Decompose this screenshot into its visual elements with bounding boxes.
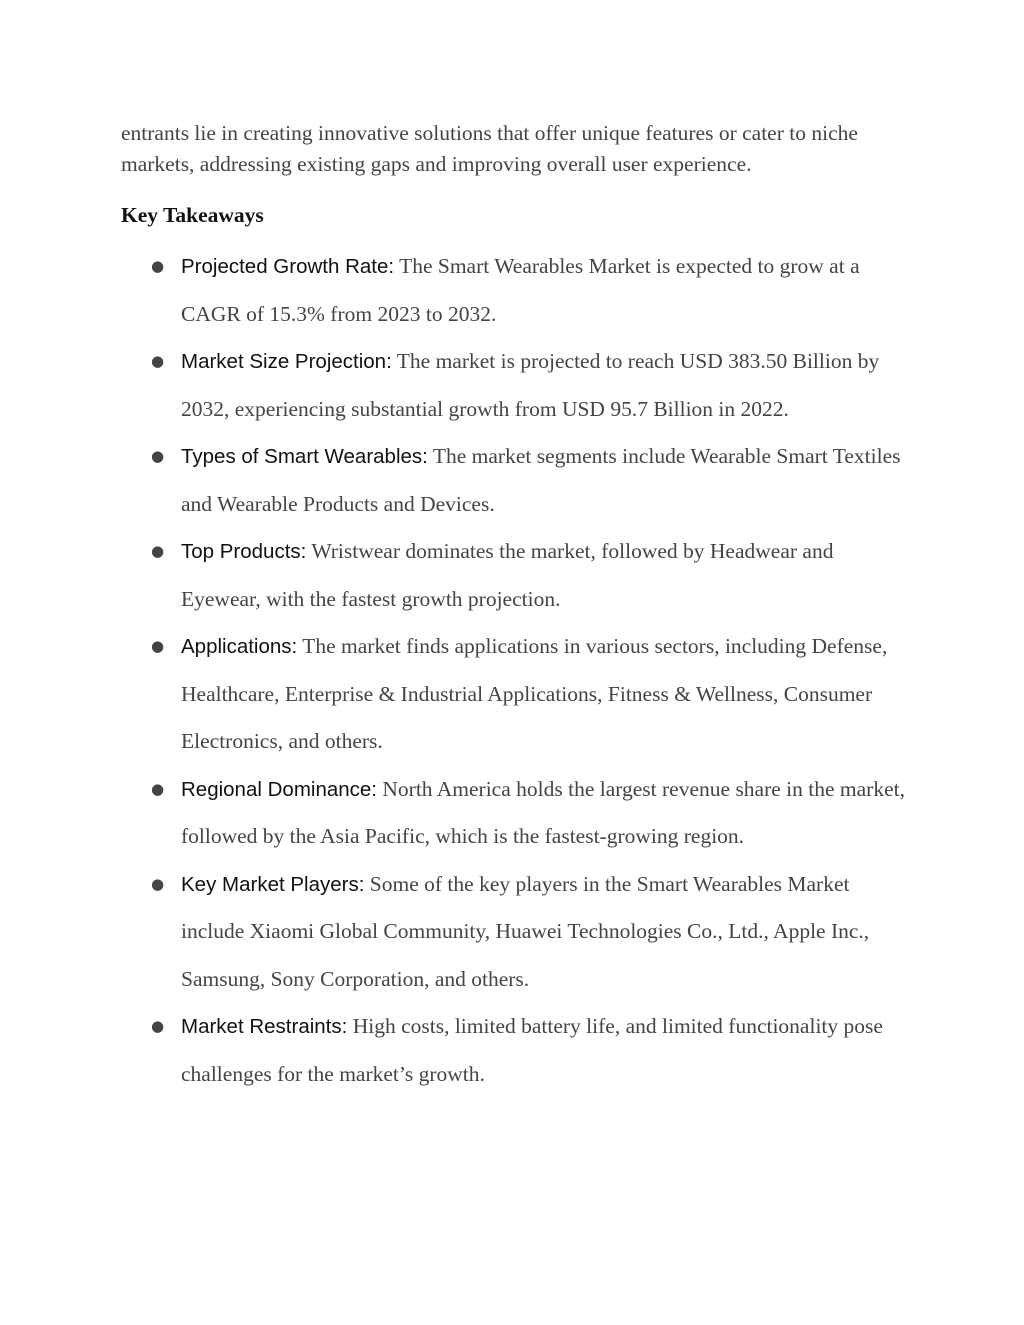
bullet-icon: ● (151, 447, 165, 465)
takeaway-term: Market Size Projection: (181, 350, 392, 373)
takeaway-term: Market Restraints: (181, 1015, 348, 1038)
takeaway-description: Wristwear dominates the market, followed by Headwear and Eyewear, with the fastest growth projection. (181, 539, 834, 611)
bullet-icon: ● (151, 257, 165, 275)
takeaway-description: North America holds the largest revenue share in the market, followed by the Asia Pacific, which is the fastest-growing region. (181, 776, 905, 848)
takeaway-description: The market finds applications in various sectors, including Defense, Healthcare, Enterprise & Industrial Applications, Fitness & Wellness, Consumer Electronics, and others. (181, 634, 888, 753)
takeaway-description: The Smart Wearables Market is expected to grow at a CAGR of 15.3% from 2023 to 2032. (181, 254, 860, 326)
list-item (121, 861, 911, 1004)
takeaway-term: Key Market Players: (181, 872, 365, 896)
list-item (121, 623, 911, 766)
intro-paragraph: entrants lie in creating innovative solutions that offer unique features or cater to niche markets, addressing existing gaps and improving overall user experience. (121, 121, 858, 176)
bullet-icon: ● (151, 542, 165, 560)
list-item (121, 528, 911, 623)
list-item (121, 338, 911, 433)
bullet-icon: ● (151, 1017, 165, 1035)
bullet-icon: ● (151, 874, 165, 893)
takeaways-list (121, 243, 911, 1098)
takeaway-term: Top Products: (181, 540, 307, 563)
takeaway-description: High costs, limited battery life, and limited functionality pose challenges for the market’s growth. (181, 1014, 883, 1086)
list-item (121, 1003, 911, 1098)
bullet-icon: ● (151, 637, 165, 655)
bullet-icon: ● (151, 352, 165, 370)
takeaway-description: The market segments include Wearable Smart Textiles and Wearable Products and Devices. (181, 444, 901, 516)
takeaway-term: Types of Smart Wearables: (181, 445, 428, 468)
list-item (121, 243, 911, 338)
takeaway-term: Projected Growth Rate: (181, 255, 395, 278)
document-page (121, 118, 911, 1098)
takeaway-description: The market is projected to reach USD 383.50 Billion by 2032, experiencing substantial growth from USD 95.7 Billion in 2022. (181, 349, 880, 421)
section-heading: Key Takeaways (121, 203, 264, 227)
list-item (121, 433, 911, 528)
takeaway-term: Applications: (181, 635, 298, 658)
list-item (121, 766, 911, 861)
bullet-icon: ● (151, 779, 165, 798)
takeaway-term: Regional Dominance: (181, 777, 378, 801)
takeaway-description: Some of the key players in the Smart Wearables Market include Xiaomi Global Community, Huawei Technologies Co., Ltd., Apple Inc., Samsung, Sony Corporation, and others. (181, 871, 870, 991)
